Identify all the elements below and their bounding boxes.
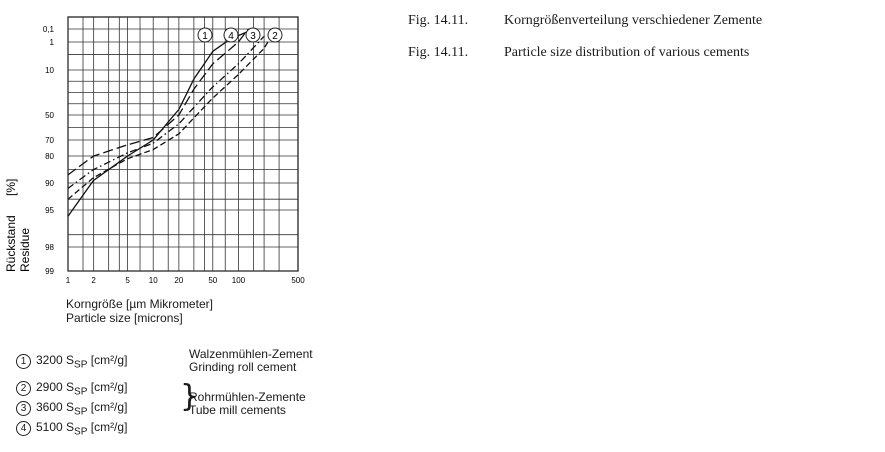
legend-item-2 bbox=[16, 380, 127, 397]
x-tick-label: 20 bbox=[174, 276, 184, 285]
legend-value: 5100 S bbox=[36, 420, 75, 434]
legend-unit: [cm²/g] bbox=[90, 380, 128, 394]
chart-curves bbox=[68, 29, 275, 216]
legend-item-4 bbox=[16, 420, 127, 437]
y-tick-label: 0,1 bbox=[42, 25, 54, 34]
caption-en bbox=[408, 45, 749, 61]
x-tick-label: 10 bbox=[148, 276, 158, 285]
chart-tick-labels bbox=[43, 25, 305, 285]
legend-item-1 bbox=[16, 347, 313, 374]
x-axis-label-de: Korngröße [µm Mikrometer] bbox=[66, 297, 213, 311]
legend-sub: SP bbox=[74, 426, 88, 438]
curve-series-4 bbox=[68, 29, 248, 175]
y-tick-label: 80 bbox=[45, 152, 54, 161]
curve-marker-label-3: 3 bbox=[250, 31, 256, 42]
legend-value: 3600 S bbox=[36, 400, 75, 414]
legend-marker: 4 bbox=[16, 421, 31, 436]
caption-number-de: Fig. 14.11. bbox=[408, 13, 469, 28]
y-tick-label: 90 bbox=[45, 179, 54, 188]
caption-de bbox=[408, 13, 762, 29]
legend-marker: 3 bbox=[16, 401, 31, 416]
x-tick-label: 50 bbox=[208, 276, 218, 285]
legend-desc-en: Grinding roll cement bbox=[189, 360, 297, 374]
legend-marker: 2 bbox=[16, 381, 31, 396]
y-tick-label: 1 bbox=[49, 38, 54, 47]
caption-text-en: Particle size distribution of various cements bbox=[504, 45, 750, 60]
legend-sub: SP bbox=[74, 406, 88, 418]
particle-size-chart bbox=[0, 0, 400, 340]
x-axis-label-en: Particle size [microns] bbox=[66, 311, 183, 325]
x-tick-label: 1 bbox=[65, 276, 71, 285]
caption-number-en: Fig. 14.11. bbox=[408, 45, 469, 60]
caption-text-de: Korngrößenverteilung verschiedener Zemente bbox=[504, 13, 763, 28]
legend-unit: [cm²/g] bbox=[90, 400, 128, 414]
curve-marker-label-1: 1 bbox=[202, 31, 208, 42]
chart-grid bbox=[68, 17, 298, 271]
y-tick-label: 70 bbox=[45, 136, 54, 145]
y-tick-label: 50 bbox=[45, 111, 54, 120]
legend-desc-de: Rohrmühlen-Zemente bbox=[189, 390, 306, 404]
y-tick-label: 95 bbox=[45, 206, 54, 215]
x-tick-label: 500 bbox=[291, 276, 305, 285]
legend-desc-de: Walzenmühlen-Zement bbox=[189, 347, 313, 361]
legend-brace: } bbox=[180, 379, 200, 414]
legend-item-3 bbox=[16, 390, 306, 418]
legend-value: 3200 S bbox=[36, 353, 75, 367]
y-axis-label-en: Residue bbox=[18, 227, 32, 272]
x-tick-label: 2 bbox=[91, 276, 96, 285]
legend-unit: [cm²/g] bbox=[90, 353, 128, 367]
x-tick-label: 5 bbox=[125, 276, 130, 285]
legend-sub: SP bbox=[74, 359, 88, 371]
legend-unit: [cm²/g] bbox=[90, 420, 128, 434]
y-axis-label-de: Rückstand bbox=[4, 215, 18, 272]
legend-value: 2900 S bbox=[36, 380, 75, 394]
legend-desc-en: Tube mill cements bbox=[189, 403, 286, 417]
plot-frame bbox=[68, 17, 298, 271]
legend-sub: SP bbox=[74, 386, 88, 398]
y-tick-label: 98 bbox=[45, 243, 54, 252]
curve-series-3 bbox=[68, 36, 264, 188]
curve-marker-label-4: 4 bbox=[228, 31, 234, 42]
y-tick-label: 99 bbox=[45, 267, 54, 276]
curve-marker-label-2: 2 bbox=[272, 31, 278, 42]
y-tick-label: 10 bbox=[45, 66, 54, 75]
legend-marker: 1 bbox=[16, 354, 31, 369]
x-tick-label: 100 bbox=[231, 276, 246, 285]
y-axis-unit: [%] bbox=[4, 178, 18, 196]
